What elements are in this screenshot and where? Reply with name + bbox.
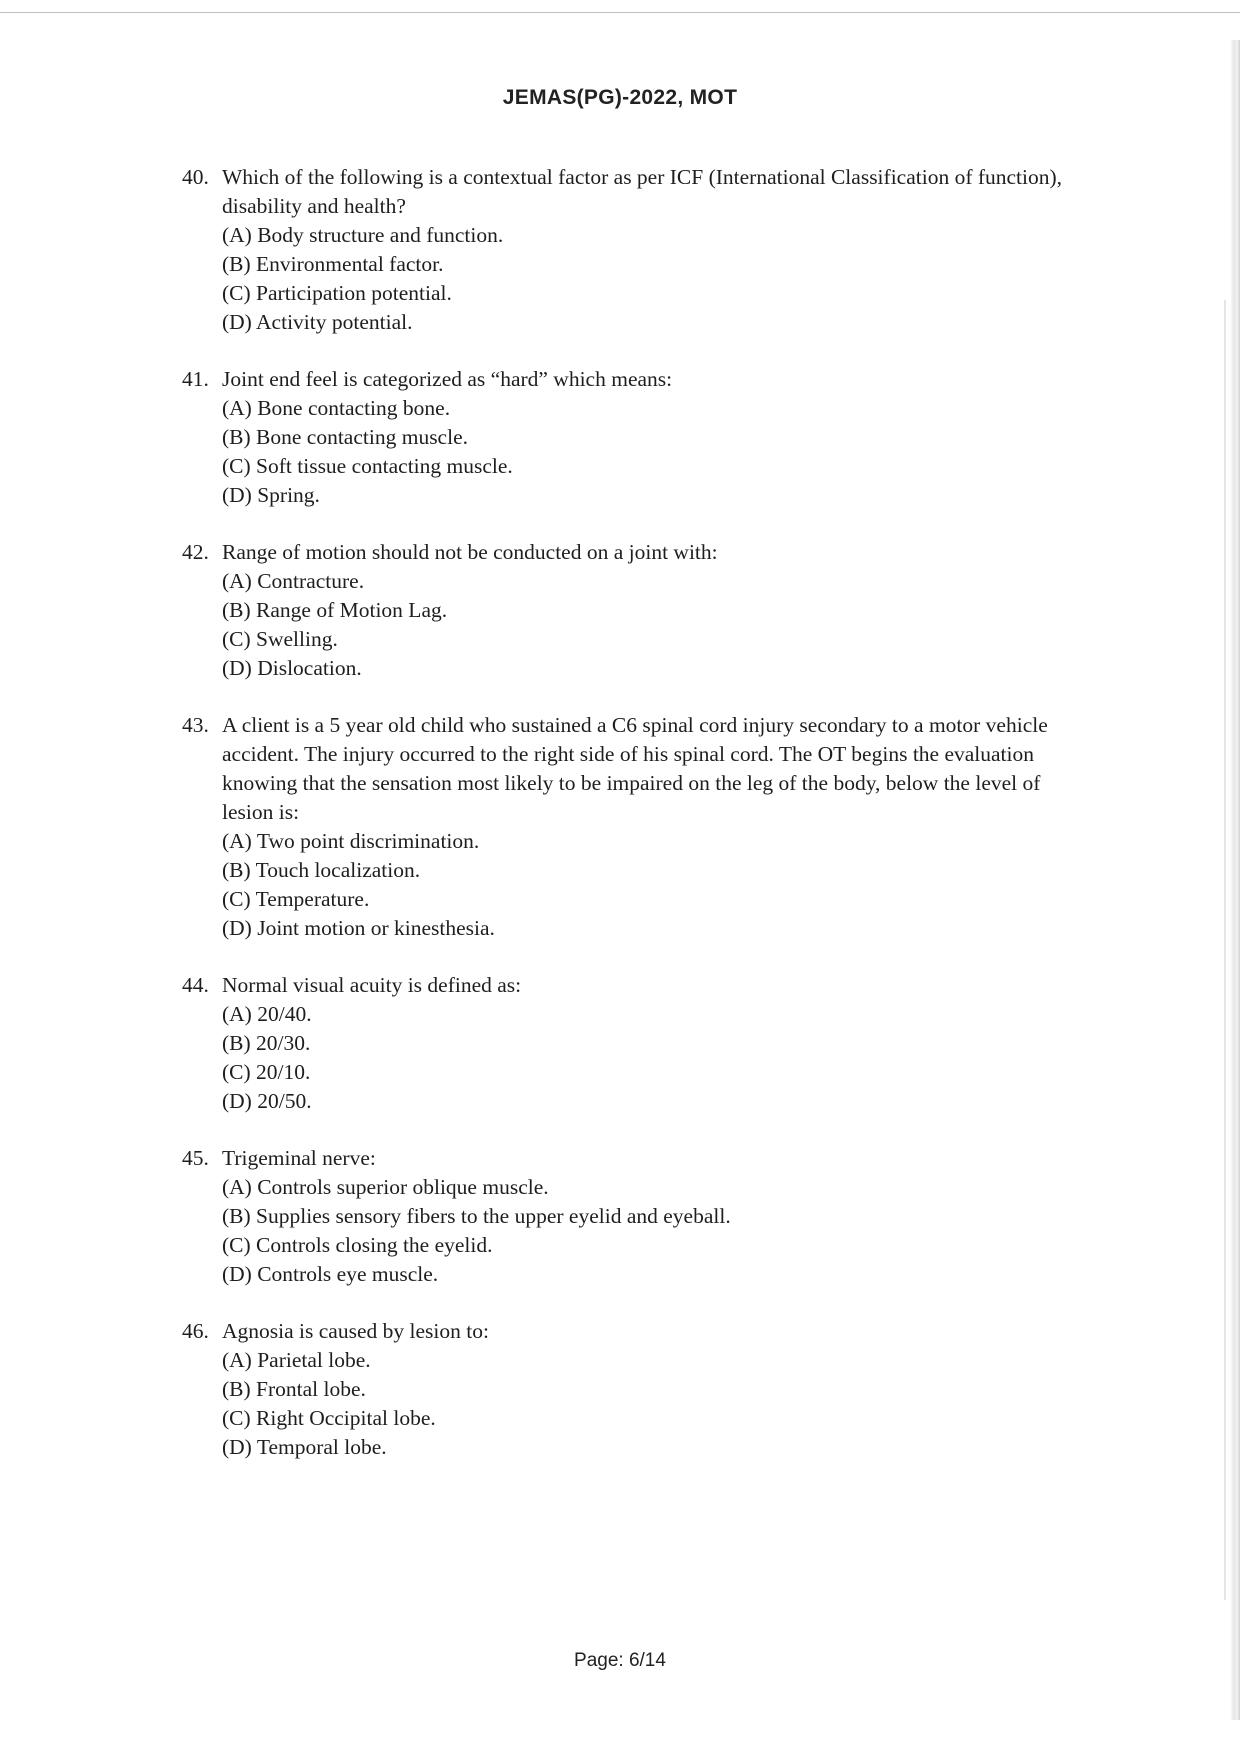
option-a: (A) Two point discrimination. <box>222 829 480 853</box>
option-b: (B) Touch localization. <box>222 858 421 882</box>
question-text <box>182 1144 1082 1173</box>
question-stem: Agnosia is caused by lesion to: <box>222 1319 489 1343</box>
question-44 <box>182 971 1082 1116</box>
question-text <box>182 971 1082 1000</box>
question-text <box>182 163 1082 221</box>
question-40 <box>182 163 1082 337</box>
question-number: 40. <box>182 165 209 189</box>
question-text <box>182 711 1082 827</box>
option-c: (C) Controls closing the eyelid. <box>222 1233 493 1257</box>
option-d: (D) 20/50. <box>222 1089 312 1113</box>
question-46 <box>182 1317 1082 1462</box>
option-d: (D) Activity potential. <box>222 310 413 334</box>
question-number: 44. <box>182 973 209 997</box>
question-list <box>182 163 1082 1490</box>
question-number: 41. <box>182 367 209 391</box>
option-b: (B) Bone contacting muscle. <box>222 425 468 449</box>
top-border-line <box>0 12 1240 13</box>
option-c: (C) Swelling. <box>222 627 338 651</box>
option-b: (B) Environmental factor. <box>222 252 444 276</box>
page-number: Page: 6/14 <box>574 1650 666 1671</box>
question-number: 43. <box>182 713 209 737</box>
option-b: (B) Range of Motion Lag. <box>222 598 448 622</box>
option-b: (B) Frontal lobe. <box>222 1377 366 1401</box>
option-c: (C) Soft tissue contacting muscle. <box>222 454 513 478</box>
question-text <box>182 538 1082 567</box>
option-a: (A) Controls superior oblique muscle. <box>222 1175 549 1199</box>
page-header: JEMAS(PG)-2022, MOT <box>502 86 738 109</box>
option-c: (C) Right Occipital lobe. <box>222 1406 436 1430</box>
option-b: (B) 20/30. <box>222 1031 311 1055</box>
option-c: (C) Temperature. <box>222 887 370 911</box>
question-number: 46. <box>182 1319 209 1343</box>
question-43 <box>182 711 1082 943</box>
scan-edge-line <box>1224 300 1226 1600</box>
option-d: (D) Joint motion or kinesthesia. <box>222 916 495 940</box>
question-stem: Normal visual acuity is defined as: <box>222 973 522 997</box>
scan-edge-shadow <box>1230 40 1240 1720</box>
question-text <box>182 365 1082 394</box>
option-a: (A) Parietal lobe. <box>222 1348 371 1372</box>
question-stem: A client is a 5 year old child who sustained a C6 spinal cord injury secondary to a motor vehicle accident. The injury occurred to the right side of his spinal cord. The OT begins the evaluation knowing that the sensation most likely to be impaired on the leg of the body, below the level of lesion is: <box>222 713 1048 824</box>
question-stem: Trigeminal nerve: <box>222 1146 376 1170</box>
option-c: (C) 20/10. <box>222 1060 311 1084</box>
option-a: (A) Body structure and function. <box>222 223 504 247</box>
question-number: 45. <box>182 1146 209 1170</box>
option-b: (B) Supplies sensory fibers to the upper eyelid and eyeball. <box>222 1204 731 1228</box>
option-d: (D) Dislocation. <box>222 656 362 680</box>
question-number: 42. <box>182 540 209 564</box>
question-42 <box>182 538 1082 683</box>
option-d: (D) Spring. <box>222 483 320 507</box>
option-a: (A) Contracture. <box>222 569 365 593</box>
option-d: (D) Temporal lobe. <box>222 1435 387 1459</box>
option-d: (D) Controls eye muscle. <box>222 1262 439 1286</box>
option-a: (A) Bone contacting bone. <box>222 396 451 420</box>
question-41 <box>182 365 1082 510</box>
question-45 <box>182 1144 1082 1289</box>
question-stem: Which of the following is a contextual factor as per ICF (International Classification of function), disability and health? <box>222 165 1063 218</box>
option-c: (C) Participation potential. <box>222 281 452 305</box>
question-stem: Range of motion should not be conducted on a joint with: <box>222 540 718 564</box>
question-text <box>182 1317 1082 1346</box>
question-stem: Joint end feel is categorized as “hard” which means: <box>222 367 673 391</box>
option-a: (A) 20/40. <box>222 1002 312 1026</box>
